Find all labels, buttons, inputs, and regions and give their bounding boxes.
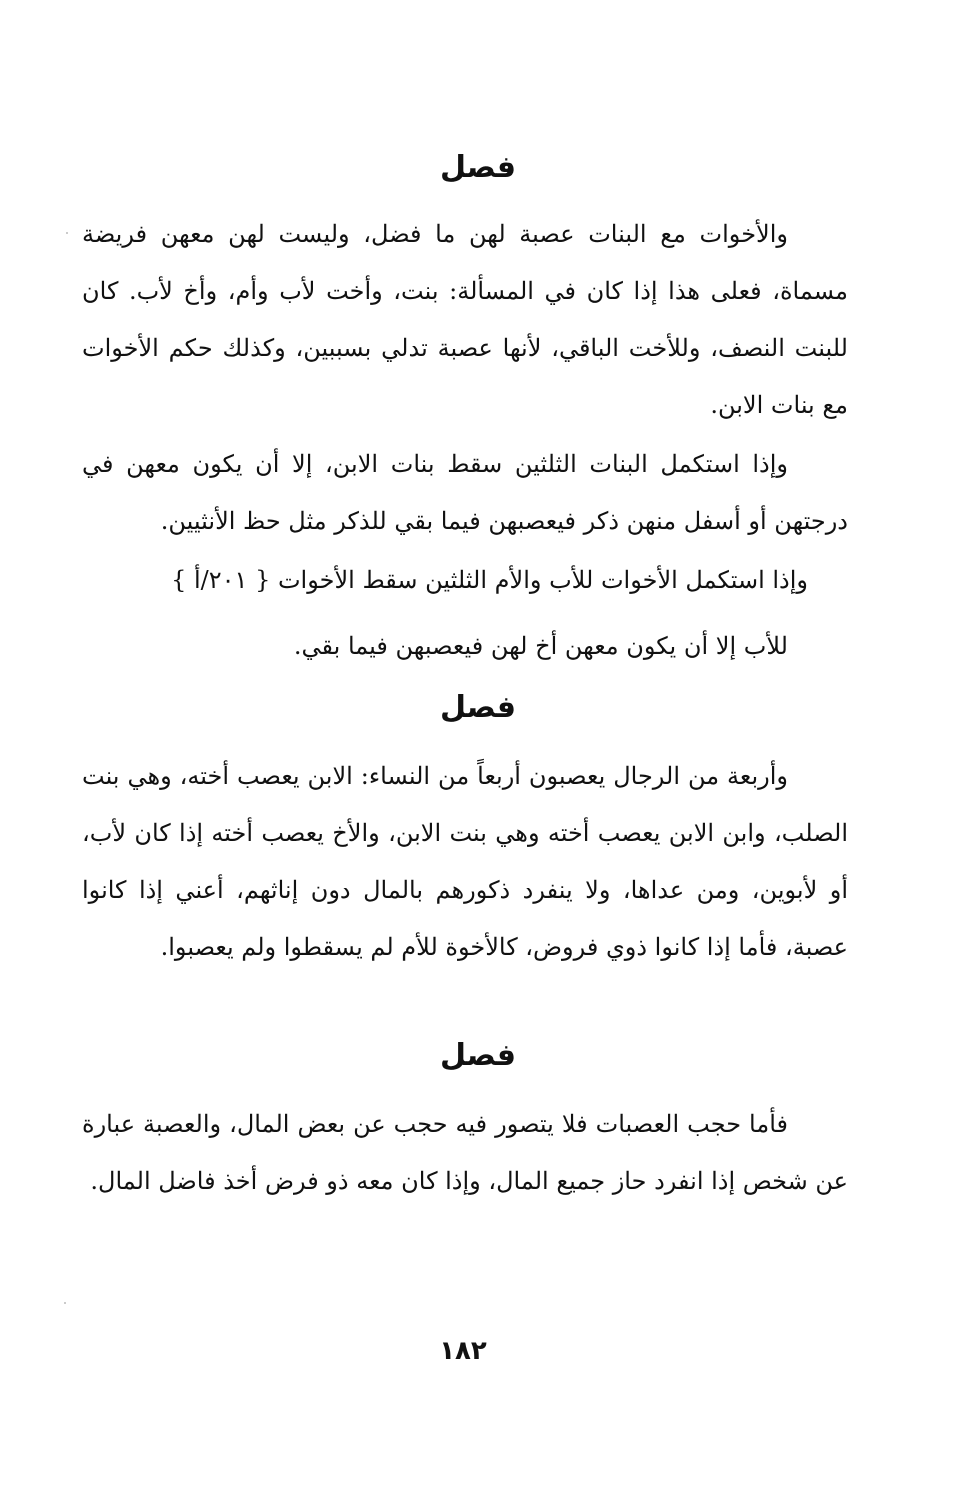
section-heading-2: فصل [440,690,516,725]
scan-speck [64,1302,66,1304]
section-1-paragraph-2: وإذا استكمل البنات الثلثين سقط بنات الابن، إلا أن يكون معهن في درجتهن أو أسفل منهن ذكر فيعصبهن فيما بقي للذكر مثل حظ الأنثيين. [82,450,848,535]
scan-speck [66,232,68,234]
section-heading-1: فصل [440,150,516,185]
section-3-paragraph-1: فأما حجب العصبات فلا يتصور فيه حجب عن بعض المال، والعصبة عبارة عن شخص إذا انفرد حاز جميع المال، وإذا كان معه ذو فرض أخذ فاضل المال. [82,1110,848,1195]
page-number: ١٨٢ [439,1336,487,1366]
section-1-paragraph-1: والأخوات مع البنات عصبة لهن ما فضل، وليست لهن معهن فريضة مسماة، فعلى هذا إذا كان في المسألة: بنت، وأخت لأب وأم، وأخ لأب. كان للبنت النصف، وللأخت الباقي، لأنها عصبة تدلي بسببين، وكذلك حكم الأخوات مع بنات الابن. [82,220,848,419]
section-1-paragraph-4: للأب إلا أن يكون معهن أخ لهن فيعصبهن فيما بقي. [293,632,788,660]
section-2-paragraph-1: وأربعة من الرجال يعصبون أربعاً من النساء: الابن يعصب أخته، وهي بنت الصلب، وابن الابن يعصب أخته وهي بنت الابن، والأخ يعصب أخته إذا كان لأب، أو لأبوين، ومن عداها، ولا ينفرد ذكورهم بالمال دون إناثهم، أعني إذا كانوا عصبة، فأما إذا كانوا ذوي فروض، كالأخوة للأم لم يسقطوا ولم يعصبوا. [82,762,848,961]
section-1-paragraph-3: وإذا استكمل الأخوات للأب والأم الثلثين سقط الأخوات { ٢٠١/أ } [171,566,808,594]
section-heading-3: فصل [440,1038,516,1073]
